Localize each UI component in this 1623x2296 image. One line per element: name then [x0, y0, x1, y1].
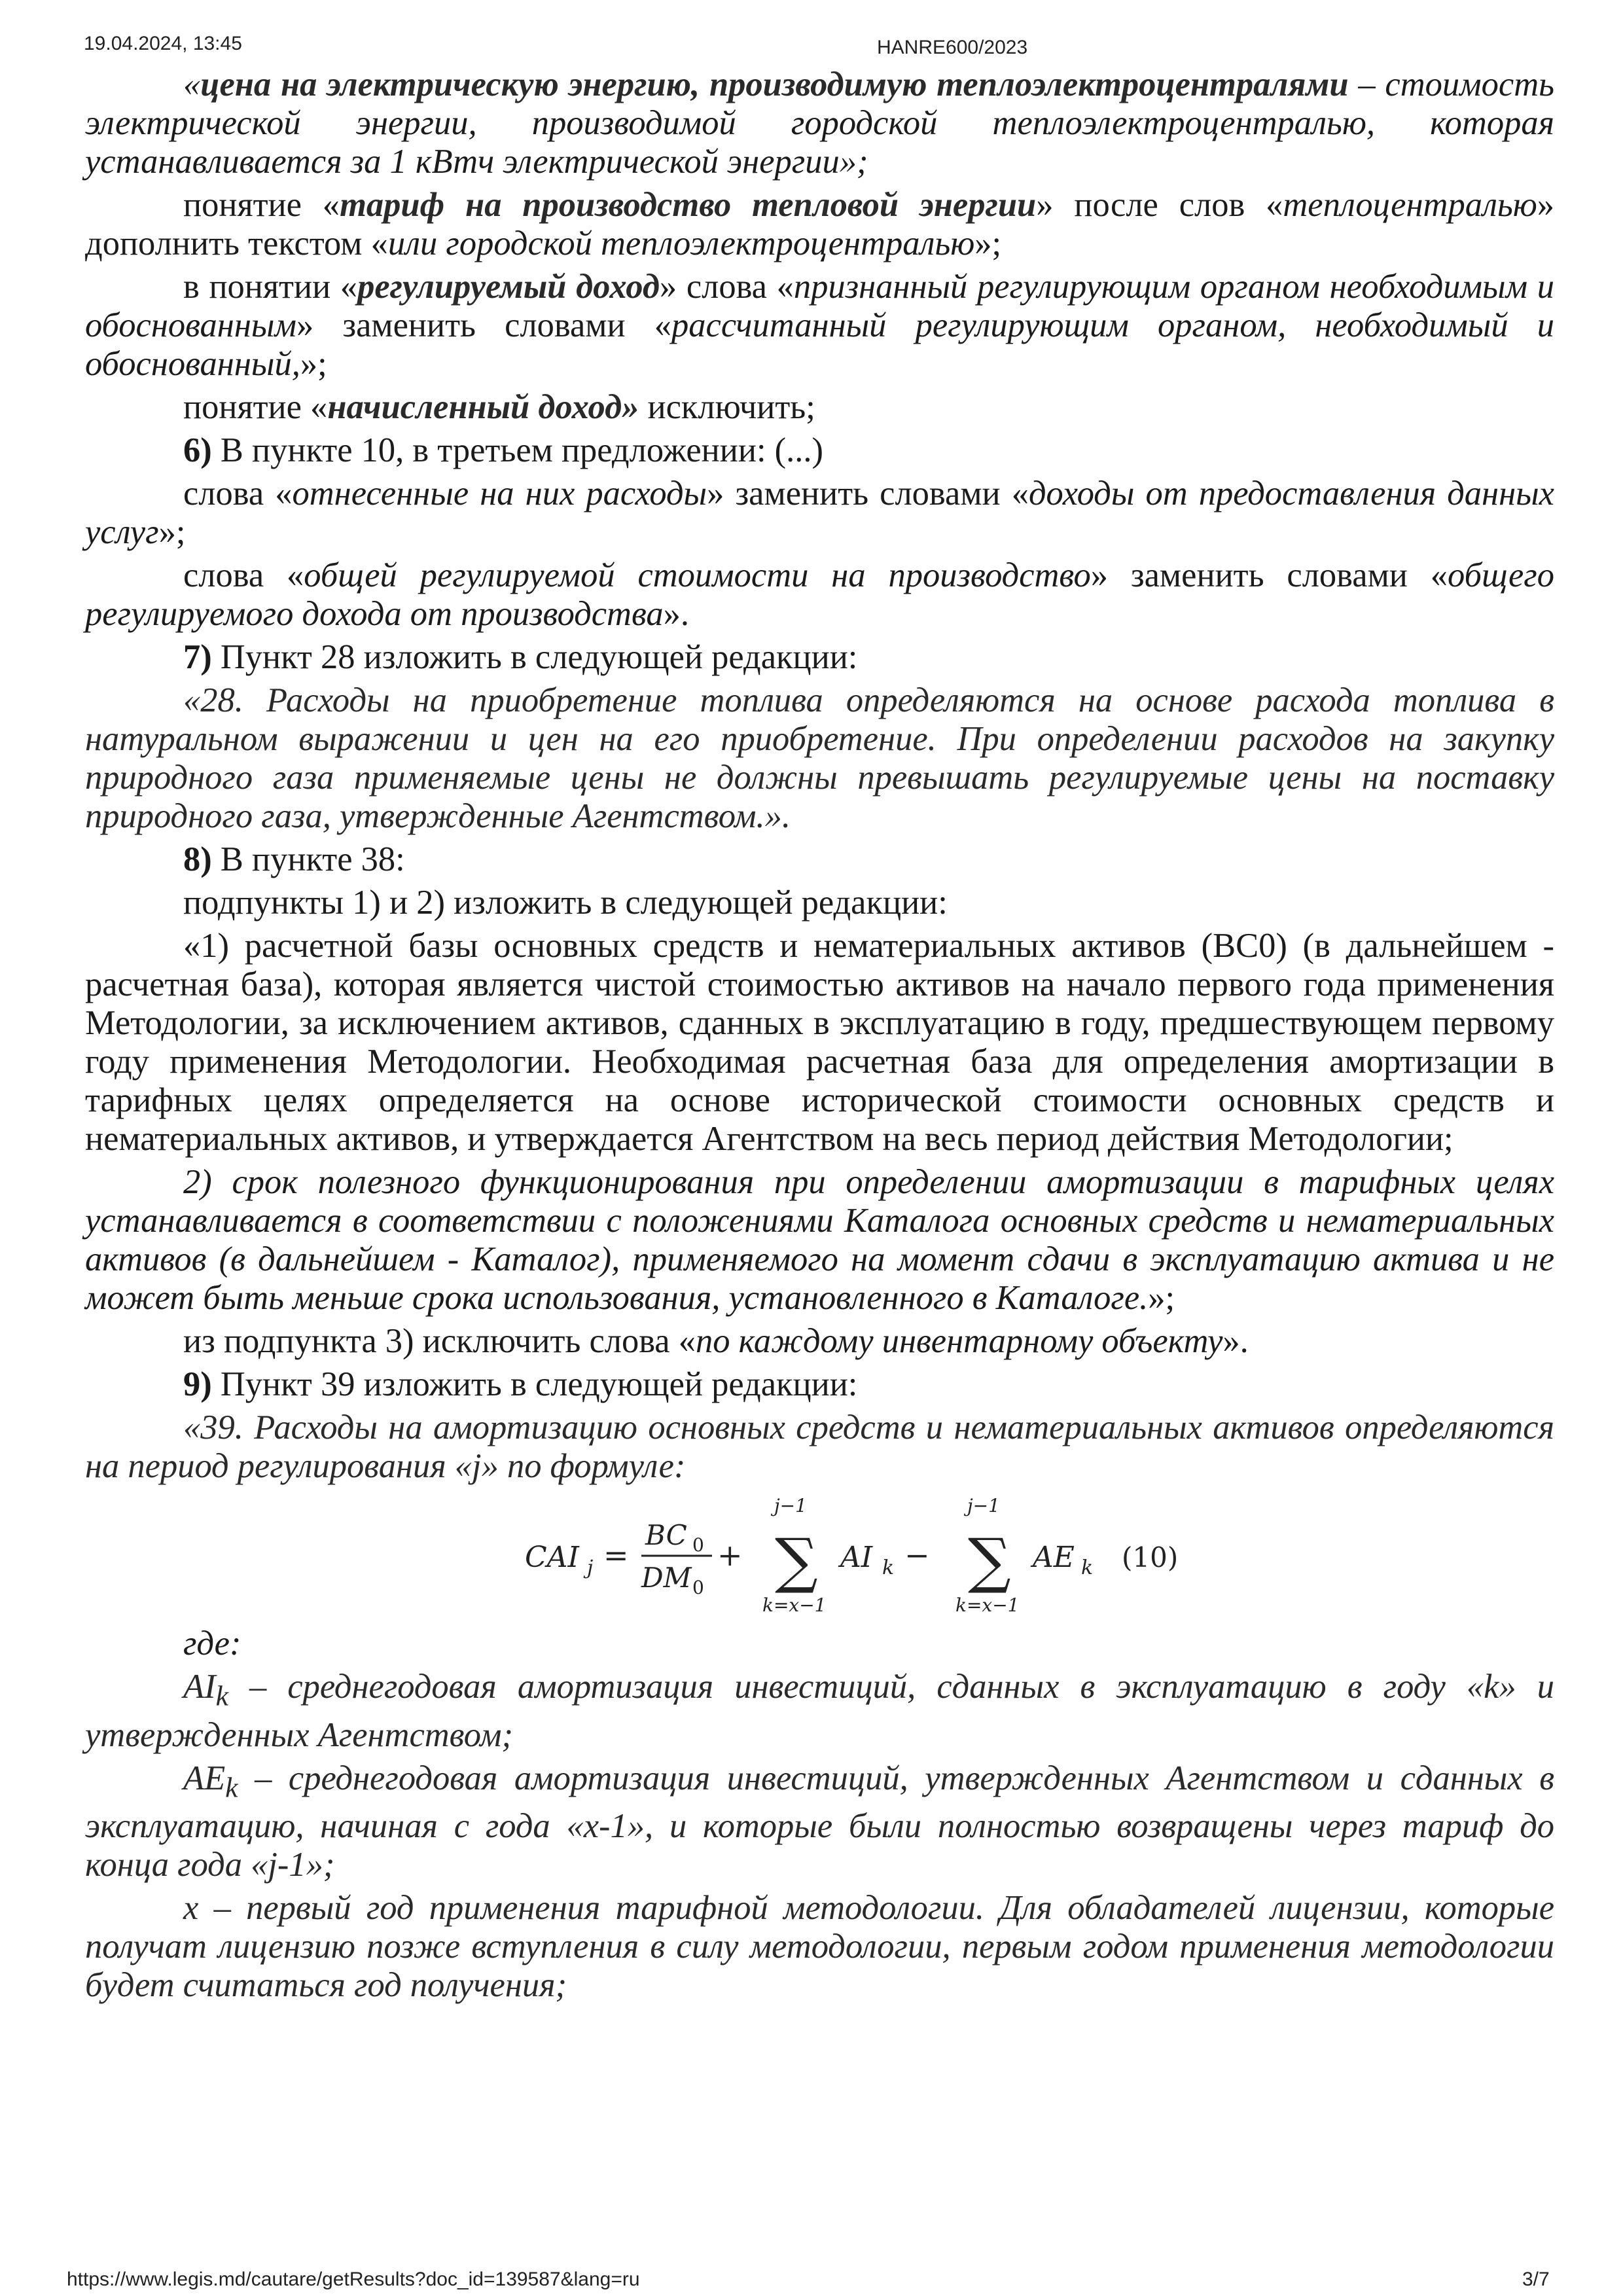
paragraph-subitem-3	[85, 1322, 1554, 1361]
text: » заменить словами «	[707, 475, 1029, 512]
text: »;	[158, 513, 186, 551]
text: исключить;	[639, 388, 815, 426]
text: » слова «	[659, 268, 794, 306]
text: » заменить словами «	[1090, 556, 1448, 594]
item-number: 6)	[183, 431, 212, 469]
text: »;	[300, 345, 327, 383]
sum2-lower: k=x−1	[955, 1594, 1020, 1616]
text: понятие «	[183, 388, 328, 426]
footer-page-number: 3/7	[1522, 2269, 1550, 2290]
quote-text: доходы от предоставления данных услуг	[85, 475, 1554, 551]
text: слова «	[183, 556, 304, 594]
paragraph-subitems: подпункты 1) и 2) изложить в следующей редакции:	[183, 884, 948, 922]
term-definition: – стоимость электрической энергии, производимой городской теплоэлектроцентралью, которая устанавливается за 1 кВтч электрической энергии»;	[85, 65, 1554, 181]
paragraph-def-aik	[85, 1668, 1554, 1755]
paragraph-words-2	[85, 556, 1554, 634]
text: из подпункта 3) исключить слова «	[183, 1322, 696, 1360]
formula-num-sub: 0	[692, 1534, 704, 1556]
text: – среднегодовая амортизация инвестиций, сданных в эксплуатацию в году «k» и утвержденных Агентством;	[85, 1668, 1554, 1754]
formula-plus: +	[717, 1537, 743, 1573]
quote-text: рассчитанный регулирующим органом, необходимый и обоснованный,	[85, 306, 1554, 383]
formula-lhs: CAI	[525, 1541, 579, 1574]
quote-text: общей регулируемой стоимости на производство	[304, 556, 1091, 594]
paragraph-regulated-income	[85, 268, 1554, 384]
formula-num: BC	[645, 1519, 687, 1551]
formula-10	[85, 1490, 1554, 1624]
sum1-sigma: ∑	[775, 1526, 818, 1596]
paragraph-subitem-1: «1) расчетной базы основных средств и нематериальных активов (BC0) (в дальнейшем - расчетная база), которая является чистой стоимостью активов на начало первого года применения Методологии, за исключением активов, сданных в эксплуатацию в году, предшествующем первому году применения Методологии. Необходимая расчетная база для определения амортизации в тарифных целях определяется на основе исторической стоимости основных средств и нематериальных активов, и утверждается Агентством на весь период действия Методологии;	[85, 927, 1554, 1158]
term-accrued-income: начисленный доход»	[327, 388, 639, 426]
formula-term2-sub: k	[1081, 1556, 1094, 1579]
text: »;	[974, 224, 1002, 262]
header-doc-id: HANRE600/2023	[877, 37, 1028, 58]
quote-text: теплоцентралью	[1283, 186, 1537, 224]
quote-text: отнесенные на них расходы	[292, 475, 707, 512]
text: ».	[663, 595, 690, 633]
paragraph-where: где:	[183, 1624, 241, 1662]
formula-label: (10)	[1122, 1541, 1179, 1573]
paragraph-tariff	[85, 186, 1554, 263]
text: » дополнить текстом «	[85, 186, 1554, 262]
formula-svg	[85, 1490, 1554, 1624]
text: слова «	[183, 475, 293, 512]
formula-eq: =	[603, 1537, 629, 1573]
formula-den-sub: 0	[692, 1577, 704, 1598]
quote-text: или городской теплоэлектроцентралью	[387, 224, 975, 262]
sum1-upper: j−1	[774, 1495, 807, 1516]
paragraph-item-28-text: «28. Расходы на приобретение топлива определяются на основе расхода топлива в натуральном выражении и цен на его приобретение. При определении расходов на закупку природного газа применяемые цены не должны превышать регулируемые цены на поставку природного газа, утвержденные Агентством.».	[85, 681, 1554, 835]
formula-term2: AE	[1033, 1541, 1075, 1574]
paragraph-item-7	[85, 638, 1554, 677]
formula-term1-sub: k	[882, 1556, 895, 1579]
sum1-lower: k=x−1	[762, 1594, 827, 1616]
symbol-sub: k	[215, 1680, 228, 1712]
text: » заменить словами «	[296, 306, 672, 344]
text: Пункт 28 изложить в следующей редакции:	[211, 638, 858, 676]
quote-text: по каждому инвентарному объекту	[696, 1322, 1223, 1360]
text: – среднегодовая амортизация инвестиций, утвержденных Агентством и сданных в эксплуатацию, начиная с года «x-1», и которые были полностью возвращены через тариф до конца года «j-1»;	[85, 1759, 1554, 1884]
sum2-sigma: ∑	[968, 1526, 1011, 1596]
symbol: AE	[183, 1759, 226, 1797]
term-tariff: тариф на производство тепловой энергии	[340, 186, 1037, 224]
text: В пункте 38:	[211, 840, 405, 878]
text: Пункт 39 изложить в следующей редакции:	[211, 1365, 858, 1403]
paragraph-def-aek	[85, 1759, 1554, 1885]
sum2-upper: j−1	[967, 1495, 1000, 1516]
header-datetime: 19.04.2024, 13:45	[84, 33, 242, 54]
item-number: 8)	[183, 840, 212, 878]
text: »;	[1148, 1279, 1175, 1317]
quote-text: 2) срок полезного функционирования при определении амортизации в тарифных целях устанавливается в соответствии с положениями Каталога основных средств и нематериальных активов (в дальнейшем - Каталог), применяемого на момент сдачи в эксплуатацию актива и не может быть меньше срока использования, установленного в Каталоге.	[85, 1163, 1554, 1317]
paragraph-item-9	[85, 1365, 1554, 1404]
quote-open: «	[183, 65, 201, 103]
text: ».	[1222, 1322, 1249, 1360]
paragraph-words-1	[85, 475, 1554, 552]
formula-term1: AI	[840, 1541, 873, 1574]
paragraph-item-8	[85, 840, 1554, 879]
paragraph-def-x: x – первый год применения тарифной методологии. Для обладателей лицензии, которые получат лицензию позже вступления в силу методологии, первым годом применения методологии будет считаться год получения;	[85, 1889, 1554, 2004]
text: » после слов «	[1036, 186, 1283, 224]
text: В пункте 10, в третьем предложении: (...)	[211, 431, 823, 469]
quote-text: признанный регулирующим органом необходимым и обоснованным	[85, 268, 1554, 344]
paragraph-item-39-text: «39. Расходы на амортизацию основных средств и нематериальных активов определяются на период регулирования «j» по формуле:	[85, 1408, 1554, 1485]
footer-url: https://www.legis.md/cautare/getResults?doc_id=139587&lang=ru	[67, 2269, 640, 2290]
formula-lhs-sub: j	[587, 1556, 594, 1579]
quote-text: общего регулируемого дохода от производства	[85, 556, 1554, 633]
text: понятие «	[183, 186, 340, 224]
paragraph-price-definition	[85, 65, 1554, 181]
text: в понятии «	[183, 268, 358, 306]
formula-den: DM	[641, 1562, 692, 1594]
document-body	[85, 65, 1554, 2009]
paragraph-accrued-income	[85, 388, 1554, 427]
formula-minus: −	[904, 1537, 930, 1573]
symbol: AI	[183, 1668, 216, 1706]
paragraph-item-6	[85, 431, 1554, 470]
paragraph-subitem-2	[85, 1163, 1554, 1318]
item-number: 7)	[183, 638, 212, 676]
term-regulated-income: регулируемый доход	[357, 268, 660, 306]
term-price: цена на электрическую энергию, производимую теплоэлектроцентралями	[200, 65, 1349, 103]
item-number: 9)	[183, 1365, 212, 1403]
symbol-sub: k	[225, 1772, 238, 1803]
